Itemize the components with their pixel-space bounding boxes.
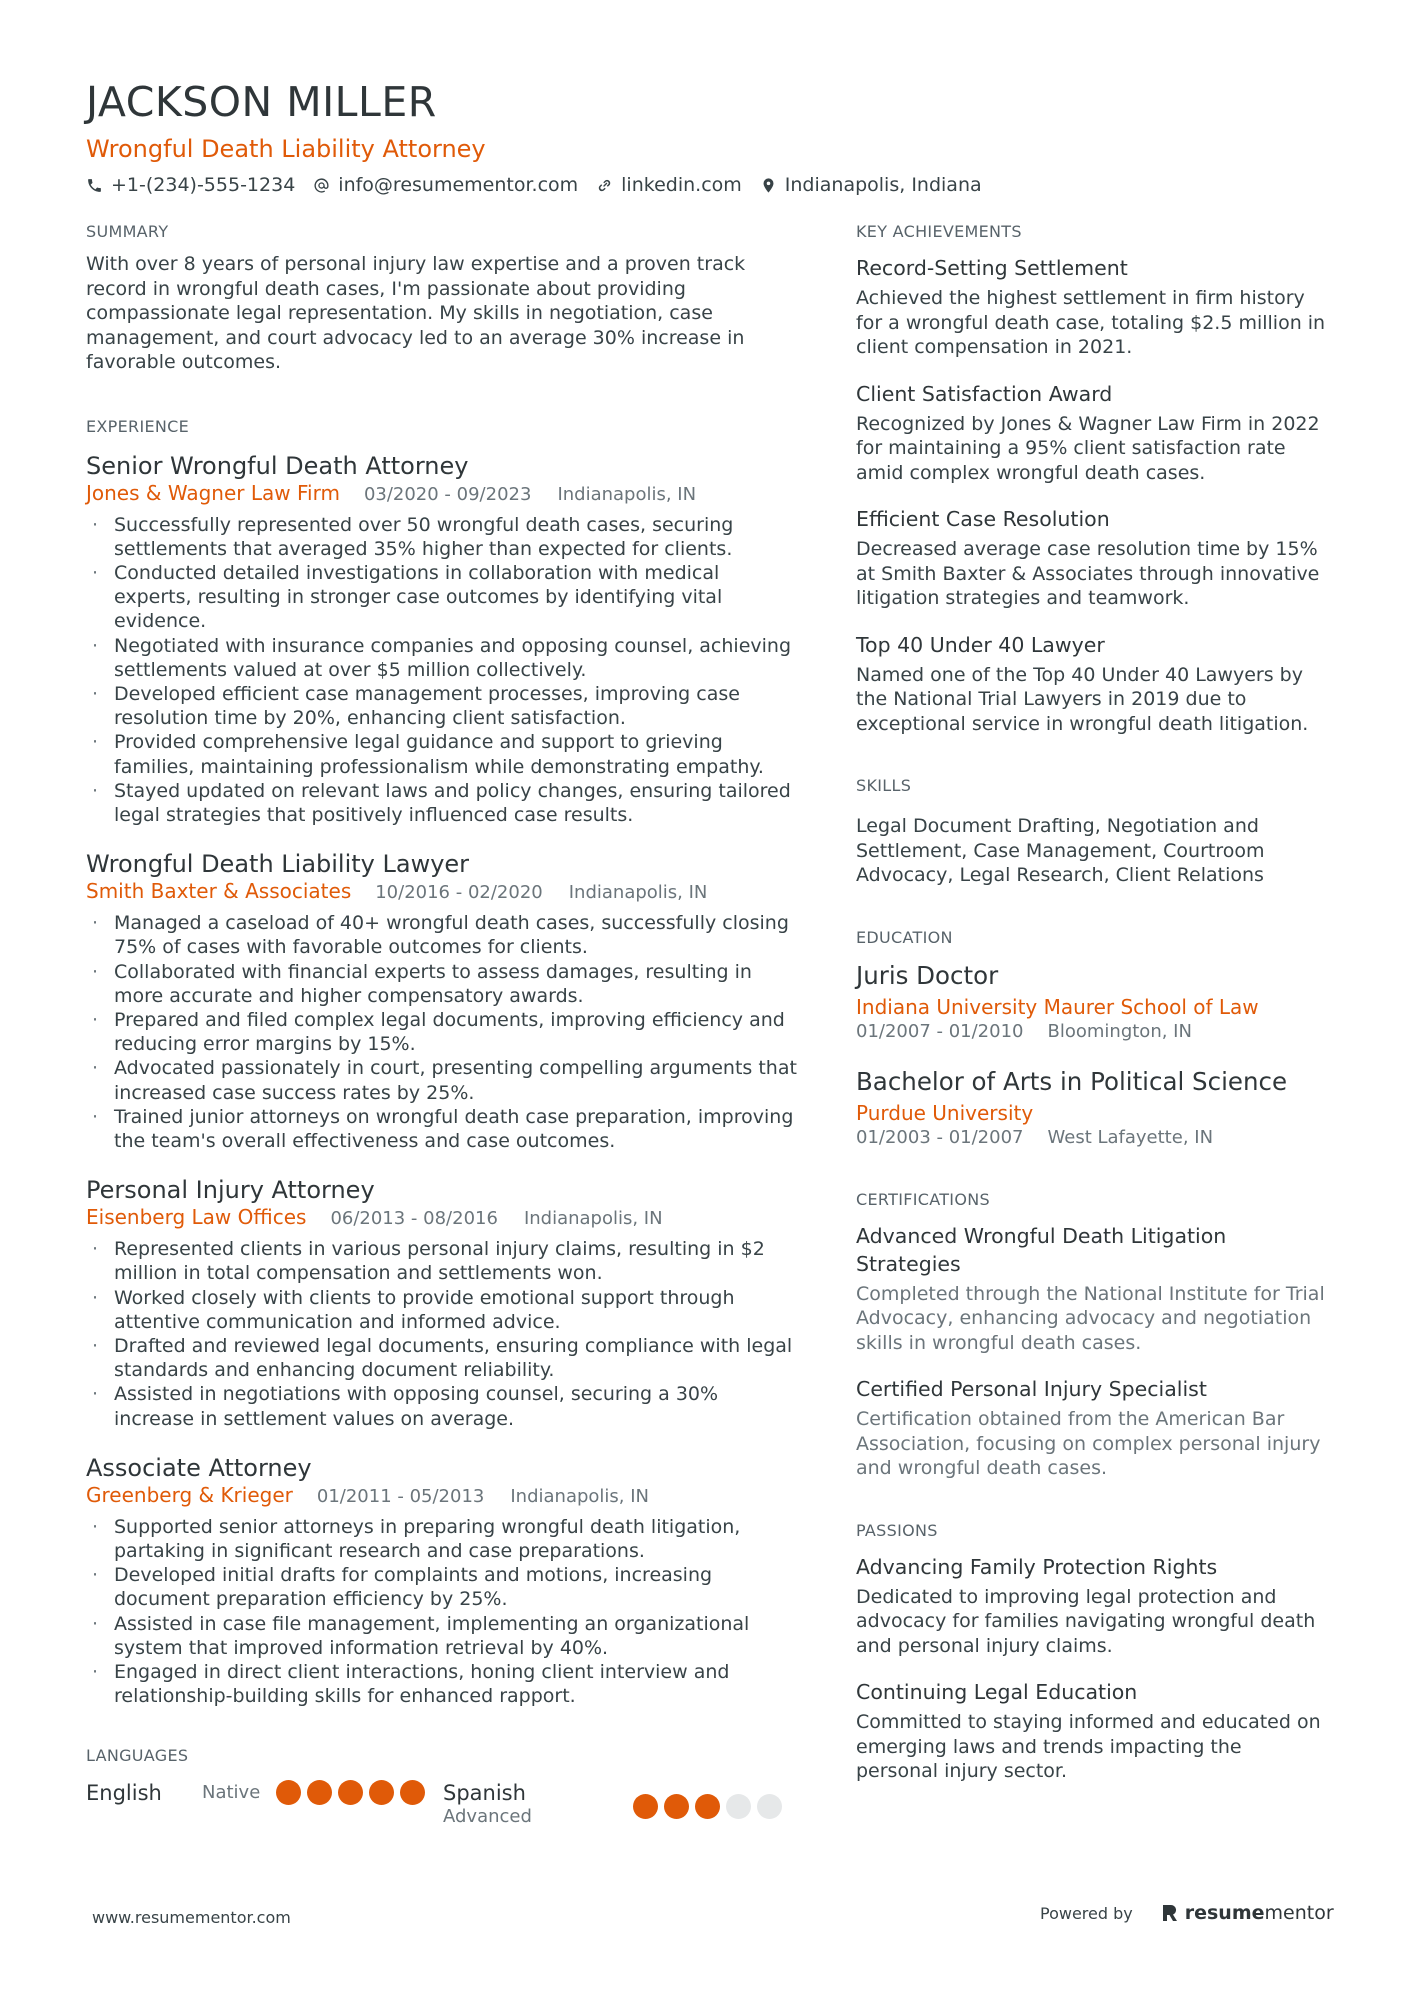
candidate-title: Wrongful Death Liability Attorney — [86, 135, 486, 163]
contact-email[interactable] — [313, 172, 578, 198]
job-entry — [86, 1453, 800, 1709]
experience-section — [86, 417, 800, 1709]
achievements-item-desc: Achieved the highest settlement in firm history for a wrongful death case, totaling $2.5 million in client compensation in 2021. — [856, 287, 1326, 358]
at-icon — [313, 177, 330, 194]
achievements-item-desc: Decreased average case resolution time by 15% at Smith Baxter & Associates through innovative litigation strategies and teamwork. — [856, 538, 1320, 609]
achievements-item — [856, 631, 1326, 737]
location-pin-icon — [760, 177, 777, 194]
language-name: English — [86, 1781, 162, 1806]
achievements-item-title: Client Satisfaction Award — [856, 381, 1113, 406]
job-bullet: · Collaborated with financial experts to assess damages, resulting in more accurate and higher compensatory awards. — [86, 960, 800, 1008]
passions-heading: PASSIONS — [856, 1520, 938, 1540]
education-meta — [856, 1126, 1326, 1150]
skills-section — [856, 776, 1326, 888]
achievements-item-title: Record-Setting Settlement — [856, 256, 1128, 280]
job-bullet: · Supported senior attorneys in preparing wrongful death litigation, partaking in significant research and case preparations. — [86, 1515, 800, 1563]
job-entry — [86, 451, 800, 828]
summary-text: With over 8 years of personal injury law expertise and a proven track record in wrongful death cases, I'm passionate about providing compassionate legal representation. My skills in negotiation, case management, and court advocacy led to an average 30% increase in favorable outcomes. — [86, 253, 746, 373]
rating-dot-filled — [695, 1794, 720, 1819]
education-location: Bloomington, IN — [1047, 1020, 1192, 1042]
language-list — [86, 1780, 800, 1828]
job-role: Personal Injury Attorney — [86, 1176, 375, 1205]
certifications-heading: CERTIFICATIONS — [856, 1189, 990, 1209]
certifications-item — [856, 1375, 1326, 1481]
language-item — [443, 1780, 800, 1828]
passions-item-desc: Committed to staying informed and educated on emerging laws and trends impacting the personal injury sector. — [856, 1711, 1321, 1782]
logo-light-text: mentor — [1264, 1902, 1334, 1924]
phone-text: +1-(234)-555-1234 — [111, 174, 296, 196]
contact-location — [760, 172, 982, 198]
link-icon — [596, 177, 613, 194]
education-item — [856, 960, 1326, 1044]
certifications-item-title: Advanced Wrongful Death Litigation Strategies — [856, 1223, 1227, 1276]
email-text: info@resumementor.com — [338, 174, 579, 196]
passions-item — [856, 1678, 1326, 1784]
language-level: Advanced — [443, 1806, 532, 1828]
achievement-list — [856, 254, 1326, 736]
rating-dot-empty — [726, 1794, 751, 1819]
passions-item-title: Advancing Family Protection Rights — [856, 1554, 1218, 1579]
job-meta — [86, 481, 800, 507]
job-location: Indianapolis, IN — [557, 483, 697, 505]
phone-icon — [86, 177, 103, 194]
job-location: Indianapolis, IN — [523, 1208, 663, 1230]
contact-bar — [86, 172, 1326, 198]
certifications-item-desc: Certification obtained from the American Bar Association, focusing on complex personal injury and wrongful death cases. — [856, 1408, 1321, 1479]
rating-dot-filled — [400, 1780, 425, 1805]
achievements-item-title: Top 40 Under 40 Lawyer — [856, 632, 1105, 657]
language-level: Native — [202, 1782, 261, 1804]
job-bullets — [86, 911, 800, 1153]
rating-dot-filled — [307, 1780, 332, 1805]
resumementor-logo[interactable] — [1161, 1902, 1334, 1924]
job-company: Eisenberg Law Offices — [86, 1205, 307, 1230]
job-bullets — [86, 513, 800, 828]
certifications-item — [856, 1222, 1326, 1356]
achievements-heading: KEY ACHIEVEMENTS — [856, 222, 1022, 241]
achievements-item-title: Efficient Case Resolution — [856, 507, 1110, 531]
contact-linkedin[interactable] — [596, 172, 742, 198]
job-bullet: · Stayed updated on relevant laws and policy changes, ensuring tailored legal strategies that positively influenced case results. — [86, 779, 800, 827]
job-dates: 10/2016 - 02/2020 — [375, 882, 543, 904]
rating-dot-filled — [369, 1780, 394, 1805]
job-bullets — [86, 1237, 800, 1431]
resume-header — [86, 78, 1326, 198]
job-bullet: · Drafted and reviewed legal documents, ensuring compliance with legal standards and enhancing document reliability. — [86, 1334, 800, 1382]
job-bullet: · Worked closely with clients to provide emotional support through attentive communication and informed advice. — [86, 1286, 800, 1334]
summary-heading: SUMMARY — [86, 222, 169, 241]
certifications-item-title: Certified Personal Injury Specialist — [856, 1377, 1207, 1401]
resumementor-logo-icon — [1161, 1903, 1179, 1923]
job-bullet: · Managed a caseload of 40+ wrongful death cases, successfully closing 75% of cases with favorable outcomes for clients. — [86, 911, 800, 959]
passions-section — [856, 1521, 1326, 1784]
education-dates: 01/2007 - 01/2010 — [856, 1020, 1024, 1042]
footer-website[interactable]: www.resumementor.com — [92, 1908, 291, 1927]
summary-section — [86, 222, 800, 375]
skills-heading: SKILLS — [856, 776, 912, 795]
job-meta — [86, 1483, 800, 1509]
contact-phone — [86, 172, 295, 198]
achievements-item-desc: Named one of the Top 40 Under 40 Lawyers by the National Trial Lawyers in 2019 due to exceptional service in wrongful death litigation. — [856, 663, 1309, 735]
job-dates: 03/2020 - 09/2023 — [363, 483, 532, 505]
languages-heading: LANGUAGES — [86, 1746, 189, 1766]
job-bullet: · Successfully represented over 50 wrongful death cases, securing settlements that averaged 35% higher than expected for clients. — [86, 513, 800, 561]
job-bullet: · Assisted in negotiations with opposing counsel, securing a 30% increase in settlement values on average. — [86, 1382, 800, 1430]
certification-list — [856, 1222, 1326, 1481]
job-meta — [86, 879, 800, 905]
job-bullet: · Prepared and filed complex legal documents, improving efficiency and reducing error margins by 15%. — [86, 1008, 800, 1056]
job-bullet: · Trained junior attorneys on wrongful death case preparation, improving the team's overall effectiveness and case outcomes. — [86, 1105, 800, 1153]
education-degree: Bachelor of Arts in Political Science — [856, 1066, 1288, 1096]
achievements-item-desc: Recognized by Jones & Wagner Law Firm in 2022 for maintaining a 95% client satisfaction rate amid complex wrongful death cases. — [856, 412, 1320, 484]
language-name: Spanish — [443, 1781, 526, 1806]
location-text: Indianapolis, Indiana — [784, 174, 982, 196]
powered-by-text: Powered by — [1040, 1903, 1133, 1923]
candidate-name: JACKSON MILLER — [86, 78, 437, 126]
passions-item-title: Continuing Legal Education — [856, 1680, 1138, 1704]
job-company: Greenberg & Krieger — [86, 1482, 293, 1507]
job-dates: 01/2011 - 05/2013 — [316, 1485, 485, 1507]
logo-bold-text: resume — [1184, 1902, 1265, 1924]
achievements-item — [856, 254, 1326, 360]
job-location: Indianapolis, IN — [568, 882, 708, 904]
passions-item — [856, 1553, 1326, 1659]
job-bullet: · Engaged in direct client interactions, honing client interview and relationship-building skills for enhanced rapport. — [86, 1660, 800, 1708]
linkedin-text: linkedin.com — [621, 174, 742, 196]
passion-list — [856, 1553, 1326, 1784]
languages-section — [86, 1746, 800, 1828]
skills-text: Legal Document Drafting, Negotiation and Settlement, Case Management, Courtroom Advocacy, Legal Research, Client Relations — [856, 815, 1265, 886]
achievements-item — [856, 505, 1326, 611]
education-dates: 01/2003 - 01/2007 — [856, 1126, 1024, 1148]
job-bullet: · Represented clients in various personal injury claims, resulting in $2 million in total compensation and settlements won. — [86, 1237, 800, 1285]
job-role: Wrongful Death Liability Lawyer — [86, 850, 470, 879]
job-entry — [86, 849, 800, 1153]
education-location: West Lafayette, IN — [1047, 1126, 1214, 1148]
experience-heading: EXPERIENCE — [86, 416, 190, 436]
job-role: Associate Attorney — [86, 1453, 312, 1482]
language-rating — [276, 1780, 431, 1805]
job-entry — [86, 1175, 800, 1431]
job-bullet: · Developed initial drafts for complaints and motions, increasing document preparation efficiency by 25%. — [86, 1563, 800, 1611]
job-list — [86, 451, 800, 1709]
education-heading: EDUCATION — [856, 927, 953, 947]
education-item — [856, 1066, 1326, 1150]
rating-dot-filled — [664, 1794, 689, 1819]
job-company: Jones & Wagner Law Firm — [86, 480, 340, 505]
language-item — [86, 1780, 443, 1806]
job-bullet: · Provided comprehensive legal guidance and support to grieving families, maintaining professionalism while demonstrating empathy. — [86, 730, 800, 778]
rating-dot-empty — [757, 1794, 782, 1819]
education-school: Indiana University Maurer School of Law — [856, 994, 1259, 1019]
education-meta — [856, 1020, 1326, 1044]
rating-dot-filled — [633, 1794, 658, 1819]
footer-branding — [1040, 1902, 1334, 1924]
rating-dot-filled — [338, 1780, 363, 1805]
achievements-item — [856, 380, 1326, 486]
job-bullet: · Conducted detailed investigations in collaboration with medical experts, resulting in stronger case outcomes by identifying vital evidence. — [86, 561, 800, 634]
left-column — [86, 222, 800, 1828]
rating-dot-filled — [276, 1780, 301, 1805]
job-company: Smith Baxter & Associates — [86, 879, 352, 904]
job-role: Senior Wrongful Death Attorney — [86, 451, 469, 480]
language-rating — [633, 1794, 788, 1819]
job-location: Indianapolis, IN — [510, 1485, 650, 1507]
right-column — [856, 222, 1326, 1784]
job-bullet: · Advocated passionately in court, presenting compelling arguments that increased case success rates by 25%. — [86, 1056, 800, 1104]
passions-item-desc: Dedicated to improving legal protection and advocacy for families navigating wrongful death and personal injury claims. — [856, 1585, 1316, 1657]
job-bullets — [86, 1515, 800, 1709]
education-degree: Juris Doctor — [856, 960, 999, 990]
education-school: Purdue University — [856, 1100, 1034, 1125]
certifications-section — [856, 1190, 1326, 1481]
job-bullet: · Negotiated with insurance companies and opposing counsel, achieving settlements valued at over $5 million collectively. — [86, 634, 800, 682]
language-text — [443, 1780, 633, 1828]
job-bullet: · Assisted in case file management, implementing an organizational system that improved information retrieval by 40%. — [86, 1612, 800, 1660]
certifications-item-desc: Completed through the National Institute for Trial Advocacy, enhancing advocacy and negotiation skills in wrongful death cases. — [856, 1282, 1325, 1354]
job-dates: 06/2013 - 08/2016 — [330, 1208, 498, 1230]
education-list — [856, 960, 1326, 1150]
achievements-section — [856, 222, 1326, 736]
education-section — [856, 928, 1326, 1150]
job-meta — [86, 1205, 800, 1231]
job-bullet: · Developed efficient case management processes, improving case resolution time by 20%, enhancing client satisfaction. — [86, 682, 800, 730]
